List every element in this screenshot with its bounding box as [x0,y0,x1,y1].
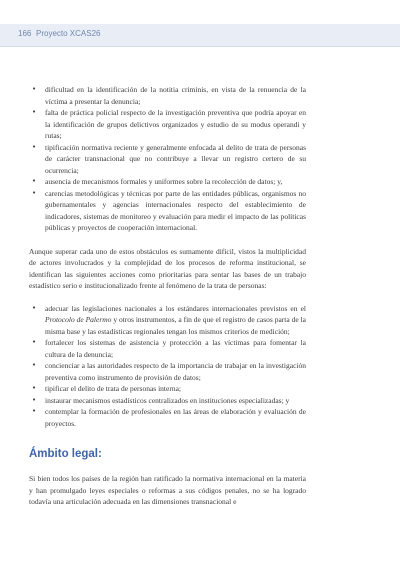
paragraph: Aunque superar cada uno de estos obstáculos es sumamente difícil, vistos la multiplicidad de actores involucrados y la complejidad de los procesos de reforma institucional, se identifican las siguientes acciones como prioritarias para sentar las bases de un trabajo estadístico serio e institucionalizado frente al fenómeno de la trata de personas: [29,246,306,290]
list-item: • tipificación normativa reciente y generalmente enfocada al delito de trata de personas de carácter transnacional que no contribuye a llevar un registro certero de su ocurrencia; [32,142,306,175]
running-head-title: Proyecto XCAS26 [36,29,101,38]
bullet-icon: • [32,303,37,312]
list-item: • concienciar a las autoridades respecto de la importancia de trabajar en la investigación preventiva como instrumento de provisión de datos; [32,361,306,382]
page-number: 166 [18,29,32,38]
section-heading: Ámbito legal: [29,448,102,460]
list-item: • carencias metodológicas y técnicas por parte de las entidades públicas, organismos no gubernamentales y agencias internacionales respecto del establecimiento de indicadores, sistemas de monitoreo y evaluación para medir el impacto de las políticas públicas y proyectos de cooperación internacional. [32,188,306,232]
bullet-icon: • [32,177,37,185]
bullet-icon: • [32,142,37,151]
list-item: • falta de práctica policial respecto de la investigación preventiva que podría apoyar en la identificación de grupos delictivos organizados y estudio de su modus operandi y rutas; [32,108,306,140]
bullet-icon: • [32,85,37,93]
actions-list [29,303,306,430]
list-item: • contemplar la formación de profesionales en las áreas de elaboración y evaluación de proyectos. [32,407,306,428]
bullet-icon: • [32,338,37,346]
paragraph: Si bien todos los países de la región han ratificado la normativa internacional en la materia y han promulgado leyes especiales o reformas a sus códigos penales, no se ha logrado todavía una articulación adecuada en las dimensiones transnacional e [29,474,306,506]
list-item: • instaurar mecanismos estadísticos centralizados en instituciones especializadas; y [32,395,290,405]
list-item: • adecuar las legislaciones nacionales a los estándares internacionales previstos en el Protocolo de Palermo y otros instrumentos, a fin de que el registro de casos parta de la misma base y las estadísticas regionales tengan los mismos criterios de medición; [32,303,306,336]
bullet-icon: • [32,361,37,369]
running-header [0,24,400,47]
protocol-title: Protocolo de Palermo [45,315,112,324]
obstacles-list [29,84,306,234]
list-item: • tipificar el delito de trata de personas interna; [32,384,181,393]
bullet-icon: • [32,407,37,415]
bullet-icon: • [32,108,37,116]
list-item: • dificultad en la identificación de la notitia criminis, en vista de la renuencia de la víctima a presentar la denuncia; [32,85,306,106]
body-text [29,84,306,508]
bullet-icon: • [32,384,37,392]
list-item: • fortalecer los sistemas de asistencia y protección a las víctimas para fomentar la cultura de la denuncia; [32,338,306,359]
bullet-icon: • [32,188,37,197]
list-item: • ausencia de mecanismos formales y uniformes sobre la recolección de datos; y, [32,177,283,186]
bullet-icon: • [32,395,37,404]
